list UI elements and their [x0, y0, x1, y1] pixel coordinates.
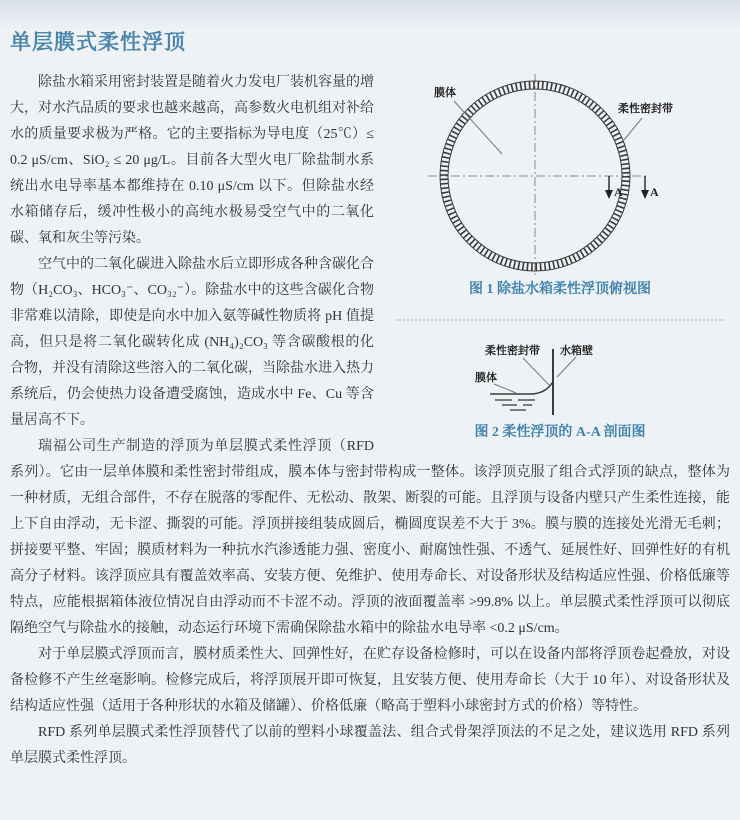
- figure-panel: [390, 72, 730, 442]
- seal-band-leader-line: [523, 358, 549, 385]
- figure-1-top-view: [390, 72, 730, 299]
- paragraph-product: 瑞福公司生产制造的浮顶为单层膜式柔性浮顶（RFD 系列）。它由一层单体膜和柔性密封带组成，膜本体与密封带构成一整体。该浮顶克服了组合式浮顶的缺点，整体为一种材质，无组合部件，不存在脱落的零配件、无松动、散架、断裂的可能。且浮顶与设备内壁只产生柔性连接，能上下自由浮动，无卡涩、撕裂的可能。浮顶拼接组装成圆后，椭圆度误差不大于 3%。膜与膜的连接处光滑无毛刺；拼接要平整、牢固；膜质材料为一种抗水汽渗透能力强、密度小、耐腐蚀性强、不透气、延展性好、回弹性好的有机高分子材料。该浮顶应具有覆盖效率高、安装方便、免维护、使用寿命长、对设备形状及结构适应性强、价格低廉等特点，应能根据箱体液位情况自由浮动而不卡涩不动。浮顶的液面覆盖率 >99.8% 以上。单层膜式柔性浮顶可以彻底隔绝空气与除盐水的接触，动态运行环境下需确保除盐水箱中的除盐水电导率 <0.2 μS/cm。: [10, 439, 730, 636]
- figure-1-diagram: [390, 72, 730, 278]
- paragraph-co2: 空气中的二氧化碳进入除盐水后立即形成各种含碳化合物（H₂CO₃、HCO₃⁻、CO₃₂⁻）。除盐水中的这些含碳化合物非常难以清除，即使是向水中加入氨等碱性物质将 pH 值提高，但只是将二氧化碳转化成 (NH₄)₂CO₃ 等含碳酸根的化合物，并没有清除这些溶入的二氧化碳，当除盐水进入热力系统后，仍会使热力设备遭受腐蚀，造成水中 Fe、Cu 等含量居高不下。: [10, 257, 374, 428]
- membrane-leader-line: [494, 384, 516, 393]
- paragraph-recommendation: RFD 系列单层膜式柔性浮顶替代了以前的塑料小球覆盖法、组合式骨架浮顶法的不足之处，建议选用 RFD 系列单层膜式柔性浮顶。: [10, 725, 730, 766]
- seal-band-label: 柔性密封带: [618, 103, 673, 115]
- tank-wall-label: 水箱壁: [560, 345, 593, 357]
- section-letter-outer: A: [650, 185, 659, 199]
- page-title: 单层膜式柔性浮顶: [10, 31, 186, 54]
- seal-band-label: 柔性密封带: [485, 345, 540, 357]
- paragraph-intro: 除盐水箱采用密封装置是随着火力发电厂装机容量的增大，对水汽品质的要求也越来越高，高参数火电机组对补给水的质量要求极为严格。它的主要指标为导电度（25℃）≤ 0.2 μS/cm、SiO₂ ≤ 20 μg/L。目前各大型火电厂除盐制水系统出水电导率基本都维持在 0.10 μS/cm 以下。但除盐水经水箱储存后，缓冲性极小的高纯水极易受空气中的二氧化碳、氧和灰尘等污染。: [10, 75, 374, 246]
- figure-divider: [396, 319, 724, 321]
- membrane-line: [490, 383, 552, 394]
- figure-1-caption: 图 1 除盐水箱柔性浮顶俯视图: [469, 282, 651, 297]
- figure-2-section-view: [390, 337, 730, 442]
- membrane-label: 膜体: [434, 87, 456, 99]
- section-letter-inner: A: [614, 185, 623, 199]
- article-body: [10, 70, 730, 772]
- tank-wall-leader-line: [557, 357, 576, 377]
- membrane-label: 膜体: [475, 372, 497, 384]
- figure-2-diagram: [390, 337, 730, 421]
- figure-2-caption: 图 2 柔性浮顶的 A-A 剖面图: [474, 425, 646, 440]
- paragraph-maintenance: 对于单层膜式浮顶而言，膜材质柔性大、回弹性好，在贮存设备检修时，可以在设备内部将浮顶卷起叠放，对设备检修不产生丝毫影响。检修完成后，将浮顶展开即可恢复，且安装方便、使用寿命长（大于 10 年）、对设备形状及结构适应性强（适用于各种形状的水箱及储罐）、价格低廉（略高于塑料小球密封方式的价格）等特性。: [10, 647, 730, 714]
- section-arrow-outer: [641, 190, 649, 199]
- seal-band-leader-line: [624, 118, 642, 140]
